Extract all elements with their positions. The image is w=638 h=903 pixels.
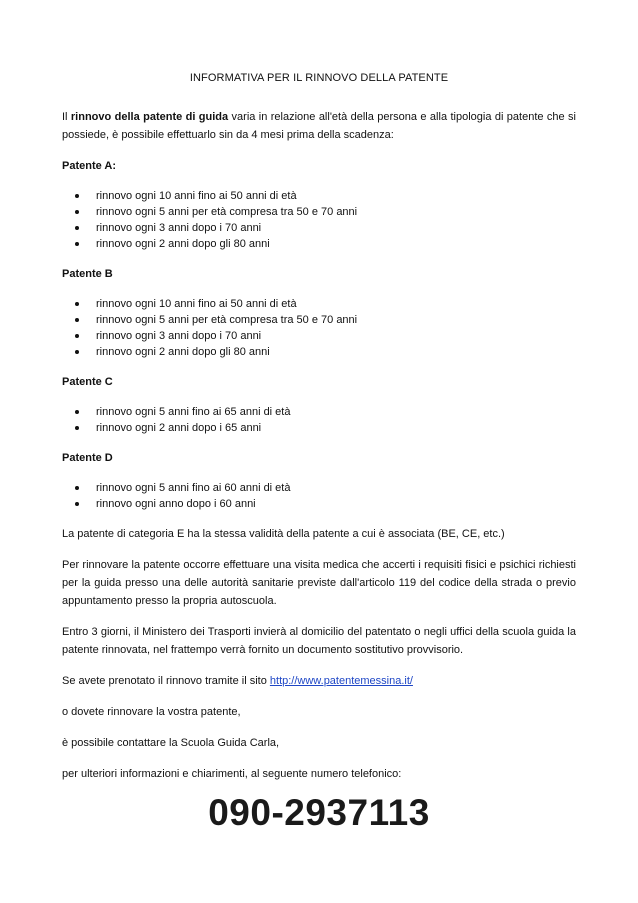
list-item: [62, 328, 576, 344]
bullet-icon: [75, 242, 79, 246]
paragraph-info: per ulteriori informazioni e chiarimenti, al seguente numero telefonico:: [62, 768, 402, 780]
list-item-text: rinnovo ogni 5 anni per età compresa tra 50 e 70 anni: [96, 206, 358, 218]
list-item-text: rinnovo ogni 2 anni dopo gli 80 anni: [96, 238, 270, 250]
intro-bold: rinnovo della patente di guida: [70, 111, 229, 123]
section-heading-c: Patente C: [62, 376, 113, 388]
section-list-d: [62, 480, 576, 512]
bullet-icon: [75, 194, 79, 198]
list-item-text: rinnovo ogni 3 anni dopo i 70 anni: [96, 330, 262, 342]
paragraph-sito: [62, 672, 576, 690]
bullet-icon: [75, 302, 79, 306]
list-item-text: rinnovo ogni 5 anni fino ai 65 anni di età: [96, 406, 291, 418]
bullet-icon: [75, 226, 79, 230]
section-heading-a: Patente A:: [62, 160, 116, 172]
bullet-icon: [75, 410, 79, 414]
list-item-text: rinnovo ogni 2 anni dopo gli 80 anni: [96, 346, 270, 358]
intro-paragraph: [62, 108, 576, 144]
paragraph-categoria-e: La patente di categoria E ha la stessa validità della patente a cui è associata (BE, CE, etc.): [62, 528, 505, 540]
paragraph-rinnovare: o dovete rinnovare la vostra patente,: [62, 706, 241, 718]
paragraph-ministero: Entro 3 giorni, il Ministero dei Trasporti invierà al domicilio del patentato o negli uffici della scuola guida la patente rinnovata, nel frattempo verrà fornito un documento sostitutivo provvisorio.: [62, 626, 576, 656]
list-item: [62, 296, 576, 312]
intro-rest: varia in relazione all'età della persona e alla tipologia di patente che si possiede, è possibile effettuarlo sin da 4 mesi prima della scadenza:: [62, 111, 576, 141]
sito-prefix: Se avete prenotato il rinnovo tramite il sito: [62, 675, 270, 687]
phone-number: 090-2937113: [208, 792, 430, 833]
bullet-icon: [75, 426, 79, 430]
bullet-icon: [75, 486, 79, 490]
list-item-text: rinnovo ogni 2 anni dopo i 65 anni: [96, 422, 262, 434]
bullet-icon: [75, 350, 79, 354]
website-link[interactable]: http://www.patentemessina.it/: [269, 675, 413, 687]
list-item-text: rinnovo ogni 10 anni fino ai 50 anni di età: [96, 298, 297, 310]
list-item: [62, 420, 576, 436]
list-item: [62, 496, 576, 512]
list-item: [62, 188, 576, 204]
bullet-icon: [75, 502, 79, 506]
bullet-icon: [75, 318, 79, 322]
list-item: [62, 344, 576, 360]
list-item: [62, 480, 576, 496]
bullet-icon: [75, 334, 79, 338]
list-item-text: rinnovo ogni anno dopo i 60 anni: [96, 498, 256, 510]
section-list-c: [62, 404, 576, 436]
list-item: [62, 204, 576, 220]
intro-prefix: Il: [62, 111, 71, 123]
list-item: [62, 236, 576, 252]
list-item-text: rinnovo ogni 5 anni per età compresa tra 50 e 70 anni: [96, 314, 358, 326]
list-item-text: rinnovo ogni 10 anni fino ai 50 anni di età: [96, 190, 297, 202]
paragraph-contattare: è possibile contattare la Scuola Guida Carla,: [62, 737, 280, 749]
list-item: [62, 220, 576, 236]
section-heading-d: Patente D: [62, 452, 113, 464]
section-list-a: [62, 188, 576, 252]
list-item-text: rinnovo ogni 3 anni dopo i 70 anni: [96, 222, 262, 234]
document-title: INFORMATIVA PER IL RINNOVO DELLA PATENTE: [189, 72, 449, 84]
section-heading-b: Patente B: [62, 268, 113, 280]
section-list-b: [62, 296, 576, 360]
list-item-text: rinnovo ogni 5 anni fino ai 60 anni di età: [96, 482, 291, 494]
list-item: [62, 312, 576, 328]
paragraph-visita-medica: Per rinnovare la patente occorre effettuare una visita medica che accerti i requisiti fisici e psichici richiesti per la guida presso una delle autorità sanitarie previste dall'articolo 119 del codice della strada o previo appuntamento presso la propria autoscuola.: [62, 559, 576, 607]
bullet-icon: [75, 210, 79, 214]
document-body: [62, 108, 576, 796]
list-item: [62, 404, 576, 420]
